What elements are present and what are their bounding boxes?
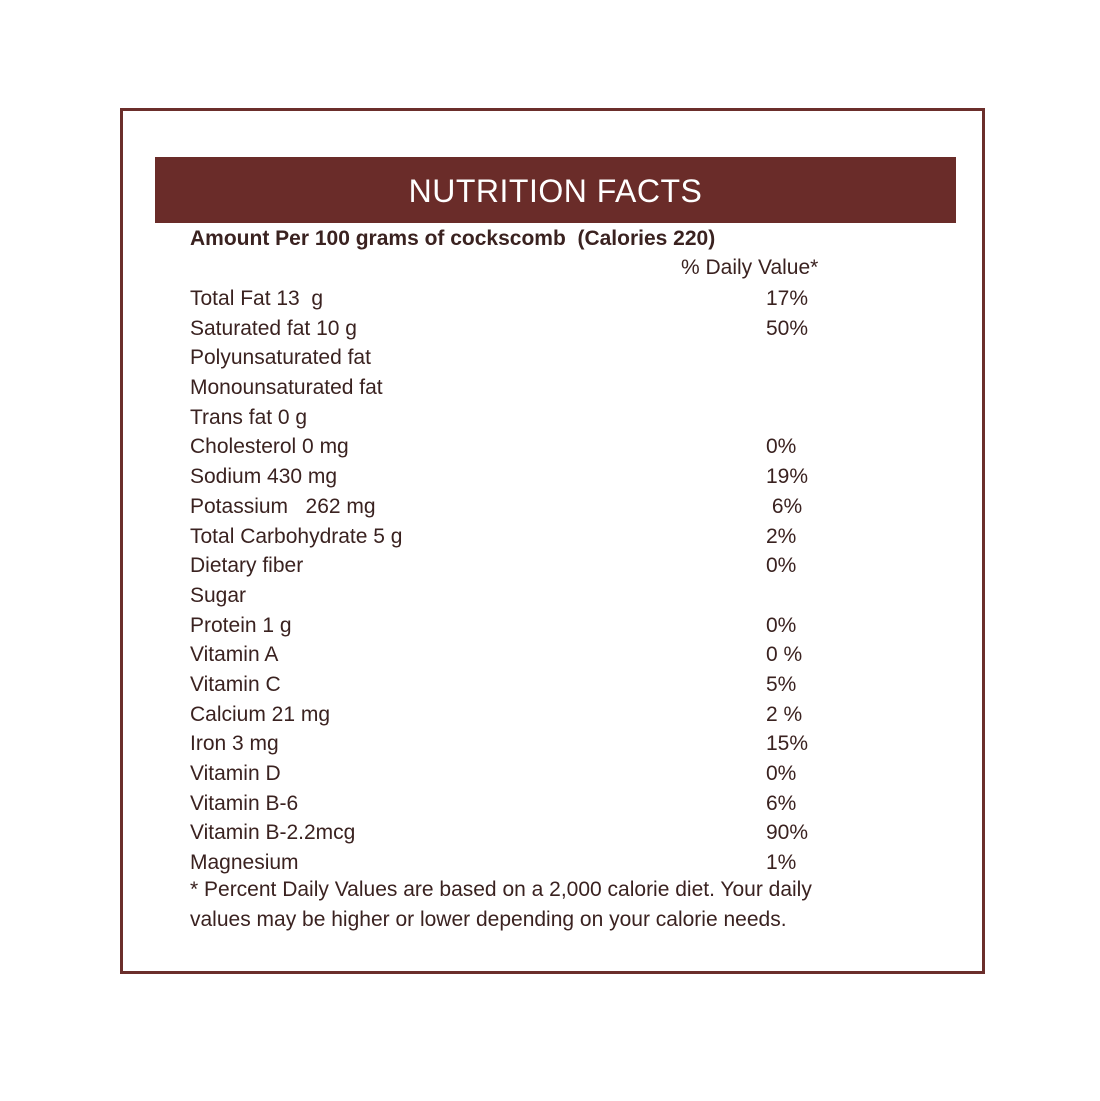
nutrient-row bbox=[190, 670, 890, 700]
nutrient-row bbox=[190, 432, 890, 462]
nutrient-row bbox=[190, 611, 890, 641]
nutrient-daily-value: 90% bbox=[766, 821, 809, 845]
nutrient-row bbox=[190, 818, 890, 848]
nutrient-label: Calcium 21 mg bbox=[190, 702, 331, 726]
nutrient-daily-value: 50% bbox=[766, 316, 809, 340]
nutrient-label: Iron 3 mg bbox=[190, 732, 279, 756]
nutrient-label: Total Fat 13 g bbox=[190, 287, 324, 310]
nutrient-label: Protein 1 g bbox=[190, 613, 292, 637]
nutrient-list bbox=[190, 284, 890, 878]
nutrient-row bbox=[190, 343, 890, 373]
nutrient-daily-value: 0% bbox=[766, 762, 797, 785]
nutrient-daily-value: 2 % bbox=[766, 702, 803, 726]
footnote-line: values may be higher or lower depending on your calorie needs. bbox=[190, 907, 787, 931]
nutrient-row bbox=[190, 403, 890, 433]
nutrient-row bbox=[190, 789, 890, 819]
nutrient-daily-value: 5% bbox=[766, 672, 797, 696]
serving-info: Amount Per 100 grams of cockscomb (Calories 220) bbox=[190, 227, 716, 250]
nutrient-label: Vitamin B-2.2mcg bbox=[190, 821, 356, 845]
nutrient-row bbox=[190, 848, 890, 878]
nutrient-row bbox=[190, 492, 890, 522]
nutrient-daily-value: 19% bbox=[766, 465, 809, 489]
nutrient-daily-value: 15% bbox=[766, 732, 809, 756]
nutrient-row bbox=[190, 640, 890, 670]
nutrient-label: Vitamin C bbox=[190, 672, 281, 696]
nutrient-daily-value: 0% bbox=[766, 554, 797, 578]
nutrient-row bbox=[190, 462, 890, 492]
nutrient-daily-value: 1% bbox=[766, 851, 797, 875]
nutrient-row bbox=[190, 284, 890, 314]
title-banner bbox=[155, 157, 956, 223]
nutrient-daily-value: 0% bbox=[766, 613, 797, 637]
nutrient-row bbox=[190, 581, 890, 611]
daily-value-header: % Daily Value* bbox=[681, 256, 819, 279]
nutrient-label: Magnesium bbox=[190, 851, 299, 875]
nutrient-row bbox=[190, 522, 890, 552]
nutrient-label: Trans fat 0 g bbox=[190, 405, 308, 429]
nutrient-label: Sodium 430 mg bbox=[190, 465, 338, 489]
nutrient-label: Polyunsaturated fat bbox=[190, 346, 371, 370]
nutrient-label: Monounsaturated fat bbox=[190, 376, 383, 400]
nutrient-row bbox=[190, 373, 890, 403]
nutrient-label: Vitamin D bbox=[190, 762, 281, 785]
nutrient-row bbox=[190, 759, 890, 789]
nutrient-label: Potassium 262 mg bbox=[190, 494, 376, 518]
nutrient-label: Vitamin A bbox=[190, 643, 279, 667]
nutrient-label: Cholesterol 0 mg bbox=[190, 435, 349, 459]
nutrient-label: Vitamin B-6 bbox=[190, 791, 299, 815]
page-title: NUTRITION FACTS bbox=[408, 172, 703, 209]
nutrient-daily-value: 6% bbox=[766, 494, 803, 518]
nutrient-label: Dietary fiber bbox=[190, 554, 304, 578]
footnote-line: * Percent Daily Values are based on a 2,000 calorie diet. Your daily bbox=[190, 878, 812, 901]
nutrient-row bbox=[190, 314, 890, 344]
nutrient-row bbox=[190, 729, 890, 759]
nutrient-daily-value: 6% bbox=[766, 791, 797, 815]
nutrient-row bbox=[190, 551, 890, 581]
nutrient-daily-value: 0% bbox=[766, 435, 797, 459]
nutrient-label: Saturated fat 10 g bbox=[190, 316, 357, 340]
nutrient-daily-value: 0 % bbox=[766, 643, 803, 667]
nutrient-daily-value: 17% bbox=[766, 287, 809, 310]
nutrient-label: Total Carbohydrate 5 g bbox=[190, 524, 403, 548]
nutrient-row bbox=[190, 700, 890, 730]
nutrient-label: Sugar bbox=[190, 583, 247, 607]
nutrient-daily-value: 2% bbox=[766, 524, 797, 548]
footnote bbox=[190, 875, 950, 934]
